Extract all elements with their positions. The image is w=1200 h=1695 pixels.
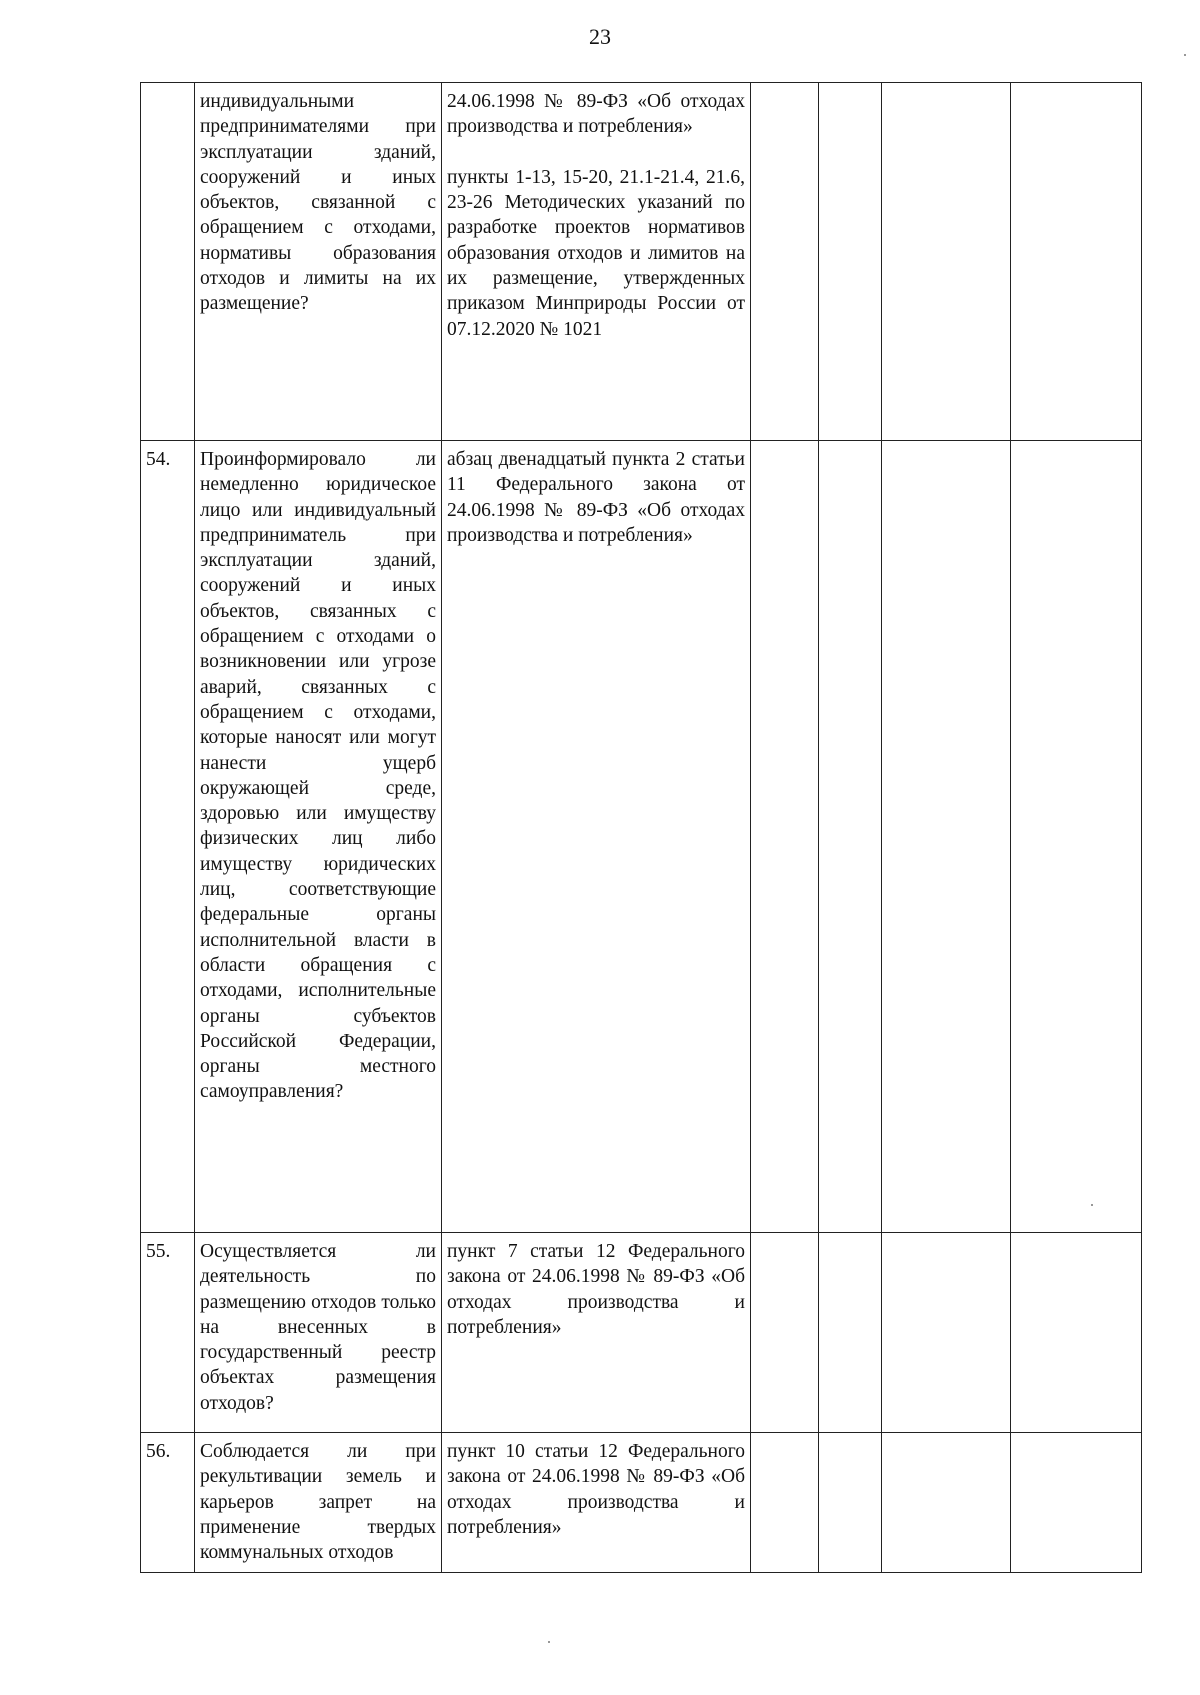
scan-speck	[1091, 1204, 1093, 1206]
answer-na-cell	[882, 441, 1011, 1233]
reference-cell: абзац двенадцатый пункта 2 статьи 11 Федерального закона от 24.06.1998 № 89-ФЗ «Об отходах производства и потребления»	[442, 441, 751, 1233]
answer-na-cell	[882, 83, 1011, 441]
answer-yes-cell	[751, 83, 819, 441]
answer-no-cell	[819, 441, 882, 1233]
note-cell	[1011, 441, 1142, 1233]
answer-yes-cell	[751, 1233, 819, 1433]
reference-cell: пункт 7 статьи 12 Федерального закона от 24.06.1998 № 89-ФЗ «Об отходах производства и потребления»	[442, 1233, 751, 1433]
answer-no-cell	[819, 1233, 882, 1433]
answer-no-cell	[819, 1433, 882, 1573]
row-number	[141, 83, 195, 441]
answer-yes-cell	[751, 441, 819, 1233]
table-row	[141, 83, 1142, 441]
note-cell	[1011, 1233, 1142, 1433]
scan-speck	[1184, 54, 1186, 56]
question-cell: индивидуальными предпринимателями при эксплуатации зданий, сооружений и иных объектов, связанной с обращением с отходами, нормативы образования отходов и лимиты на их размещение?	[195, 83, 442, 441]
answer-na-cell	[882, 1433, 1011, 1573]
checklist-table	[140, 82, 1142, 1573]
row-number: 56.	[141, 1433, 195, 1573]
question-cell: Проинформировало ли немедленно юридическое лицо или индивидуальный предприниматель при эксплуатации зданий, сооружений и иных объектов, связанных с обращением с отходами о возникновении или угрозе аварий, связанных с обращением с отходами, которые наносят или могут нанести ущерб окружающей среде, здоровью или имуществу физических лиц либо имуществу юридических лиц, соответствующие федеральные органы исполнительной власти в области обращения с отходами, исполнительные органы субъектов Российской Федерации, органы местного самоуправления?	[195, 441, 442, 1233]
question-cell: Соблюдается ли при рекультивации земель и карьеров запрет на применение твердых коммунальных отходов	[195, 1433, 442, 1573]
table-row	[141, 1233, 1142, 1433]
row-number: 54.	[141, 441, 195, 1233]
answer-na-cell	[882, 1233, 1011, 1433]
row-number: 55.	[141, 1233, 195, 1433]
question-cell: Осуществляется ли деятельность по размещению отходов только на внесенных в государственный реестр объектах размещения отходов?	[195, 1233, 442, 1433]
reference-cell: пункт 10 статьи 12 Федерального закона от 24.06.1998 № 89-ФЗ «Об отходах производства и потребления»	[442, 1433, 751, 1573]
table-row	[141, 1433, 1142, 1573]
answer-yes-cell	[751, 1433, 819, 1573]
page-number: 23	[589, 24, 611, 49]
reference-cell: 24.06.1998 № 89-ФЗ «Об отходах производства и потребления» пункты 1-13, 15-20, 21.1-21.4, 21.6, 23-26 Методических указаний по разработке проектов нормативов образования отходов и лимитов на их размещение, утвержденных приказом Минприроды России от 07.12.2020 № 1021	[442, 83, 751, 441]
scan-speck	[548, 1641, 550, 1643]
table-row	[141, 441, 1142, 1233]
answer-no-cell	[819, 83, 882, 441]
note-cell	[1011, 1433, 1142, 1573]
note-cell	[1011, 83, 1142, 441]
